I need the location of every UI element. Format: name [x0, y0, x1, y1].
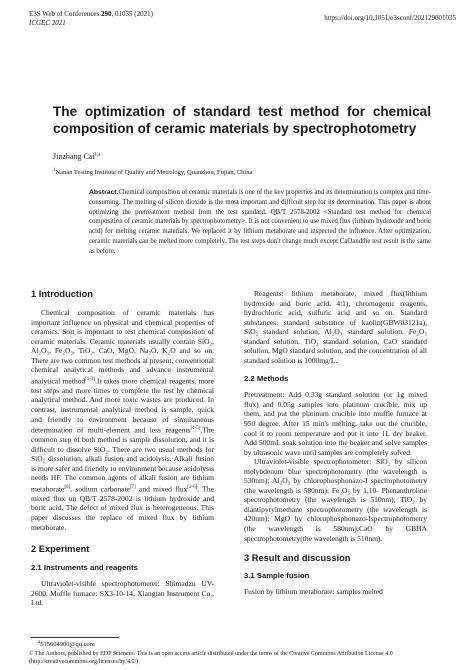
- affiliation: [53, 168, 252, 176]
- conference-line: E3S Web of Conferences 290, 01035 (2021): [29, 10, 153, 18]
- section-heading-experiment: 2 Experiment: [31, 544, 90, 555]
- license-notice: © The Authors, published by EDP Sciences. This is an open access article distributed under the terms of the Creative Commons Attribution License 4.0 (http://creativecommons.org/licenses/by/4.0/).: [29, 651, 393, 665]
- section-heading-introduction: 1 Introduction: [31, 289, 93, 299]
- footnote-mark: a: [38, 640, 41, 645]
- uv-methods-paragraph: Ultraviolet-visible spectrophotometer: SiO₂ by silicon molybdenum blue spectrophotometry (the wavelength is 530nm); Al₂O₃ by chlorophosphonazo-I spectrophotometry (the wavelength is 580nm); Fe₂O₃ by 1,10- Phenanthroline spectrophotometry (the wavelength is 510nm); TiO₂ by diantipyrylmethane spectrophotometry (the wavelength is 420nm); MgO by chlorophosphonazo-Ispectrophotometry (the wavelength is 580nm);CaO by GBHA spectrophotometry(the wavelength is 510nm).: [244, 457, 427, 543]
- abstract-label: Abstract.: [89, 189, 119, 196]
- introduction-paragraph: Chemical composition of ceramic materials has important influence on physical and chemical properties of ceramics. Soit is important to test chemical composition of ceramic materials. Ceramic materials usually contain SiO₂, Al₂O₃, Fe₂O₃, TiO₂, CaO, MgO, Na₂O, K₂O and so on. There are two common test methods at present, conventional chemical analytical methods and advance instrumental analytical method[1-3].It takes more chemical reagents, more test steps and more times to complete the test by chemical analytical method. And more toxic wastes are produced. In contrast, instrumental analytical method is sample, quick and friendly to environment because of simultaneous determination of multi-element and less reagents[4-5].The common step of both method is sample dissolution, and it is difficult to dissolve SiO₂. There are two usual methods for SiO₂ dissolution, alkali fusion and acidolysis. Alkali fusion is more safer and friendly to environment because acidolysis needs HF. The common agents of alkali fusion are lithium metaborate[6], sodium carbonate[7] and mixed flux[2-6]. The mixed flux on QB/T 2578-2002 is lithium hydroxide and boric acid. The defect of mixed flux is heterogeneous. This paper discusses the replace of mixed flux by lithium metaborate.: [31, 308, 214, 532]
- fusion-paragraph: Fusion by lithium metaborate: samples melted: [244, 587, 383, 597]
- citation: [1-3]: [85, 376, 96, 382]
- author-mark: 1,a: [94, 152, 101, 158]
- left-column: [31, 288, 214, 608]
- citation: [2-6]: [187, 484, 198, 490]
- subsection-heading-sample-fusion: 3.1 Sample fusion: [244, 571, 310, 581]
- section-heading-results: 3 Result and discussion: [244, 553, 351, 564]
- author-name: Jinzhang Cai: [53, 152, 95, 161]
- footnote-divider: [31, 637, 119, 638]
- affiliation-text: Nanan Testing Institute of Quality and Metrology, Quanzhou, Fujian, China: [55, 169, 253, 177]
- subsection-heading-methods: 2.2 Methods: [244, 374, 289, 384]
- doi-link[interactable]: https://doi.org/10.1051/e3sconf/202129001035: [324, 14, 456, 22]
- conference-short: ICGEC 2021: [29, 19, 66, 27]
- pretreatment-paragraph: Pretreatment: Add 0.33g standard solution (or 1g mixed flux) and 0.05g samples into platinum crucible, mix up them, and put the platinum crucible into muffle furnace at 950 degree. After 15 min's melting, take out the crucible, cool it to room temperature and put it into 1L dry beaker. Add 500mL soak solution into the beaker and solve samples by ultrasonic wave until samples are completely solved.: [244, 390, 427, 457]
- reagents-paragraph: Reagents: lithium metaborate, mixed flux(lithium hydroxide and boric acid, 4:1), chromogenic reagents, hydrochloric acid, sulfuric acid and so on. Standard substances: standard substance of kaolin(GBW03121a), SiO₂ standard solution, Al₂O₃ standard solution, Fe₂O₃ standard solution, TiO₂ standard solution, CaO standard solution, MgO standard solution, and the concentration of all standard solution is 1000mg/L.: [244, 289, 427, 365]
- abstract-text: Chemical composition of ceramic materials is one of the key properties and its determination is complex and time-consuming. The melting of silicon dioxide is the most important and difficult step for its determination. This paper is about optimizing the pretreatment method from the test standard, QB/T 2578-2002 <Standard test method for chemical composition of ceramic materials by spectrophotometry>. It is not convenient to use mixed flux (lithium hydroxide and boric acid) for melting ceramic materials. We replaced it by lithium metaborate and inspected the influence. After optimization, ceramic materials can be melted more completely. The test steps don't change much except CaOandthe test result is the same as before.: [89, 189, 431, 255]
- affiliation-mark: 1: [53, 168, 56, 173]
- abstract: [89, 188, 431, 257]
- footnote: [38, 640, 95, 648]
- right-column: [244, 289, 427, 597]
- instruments-paragraph: Ultraviolet-visible spectrophotometer: Shimadzu UV-2600. Muffle furnace: SX3-10-14, Xiangtan Instrument Co., Ltd.: [31, 579, 214, 608]
- citation: [4-5]: [190, 426, 201, 432]
- citation: [6]: [64, 484, 71, 490]
- subsection-heading-instruments: 2.1 Instruments and reagents: [31, 563, 138, 573]
- citation: [7]: [129, 484, 136, 490]
- paper-title: The optimization of standard test method for chemical composition of ceramic materials by spectrophotometry: [53, 104, 431, 136]
- author: [53, 152, 101, 161]
- running-header: [29, 10, 153, 28]
- footnote-email[interactable]: 515604900@qq.com: [40, 641, 95, 649]
